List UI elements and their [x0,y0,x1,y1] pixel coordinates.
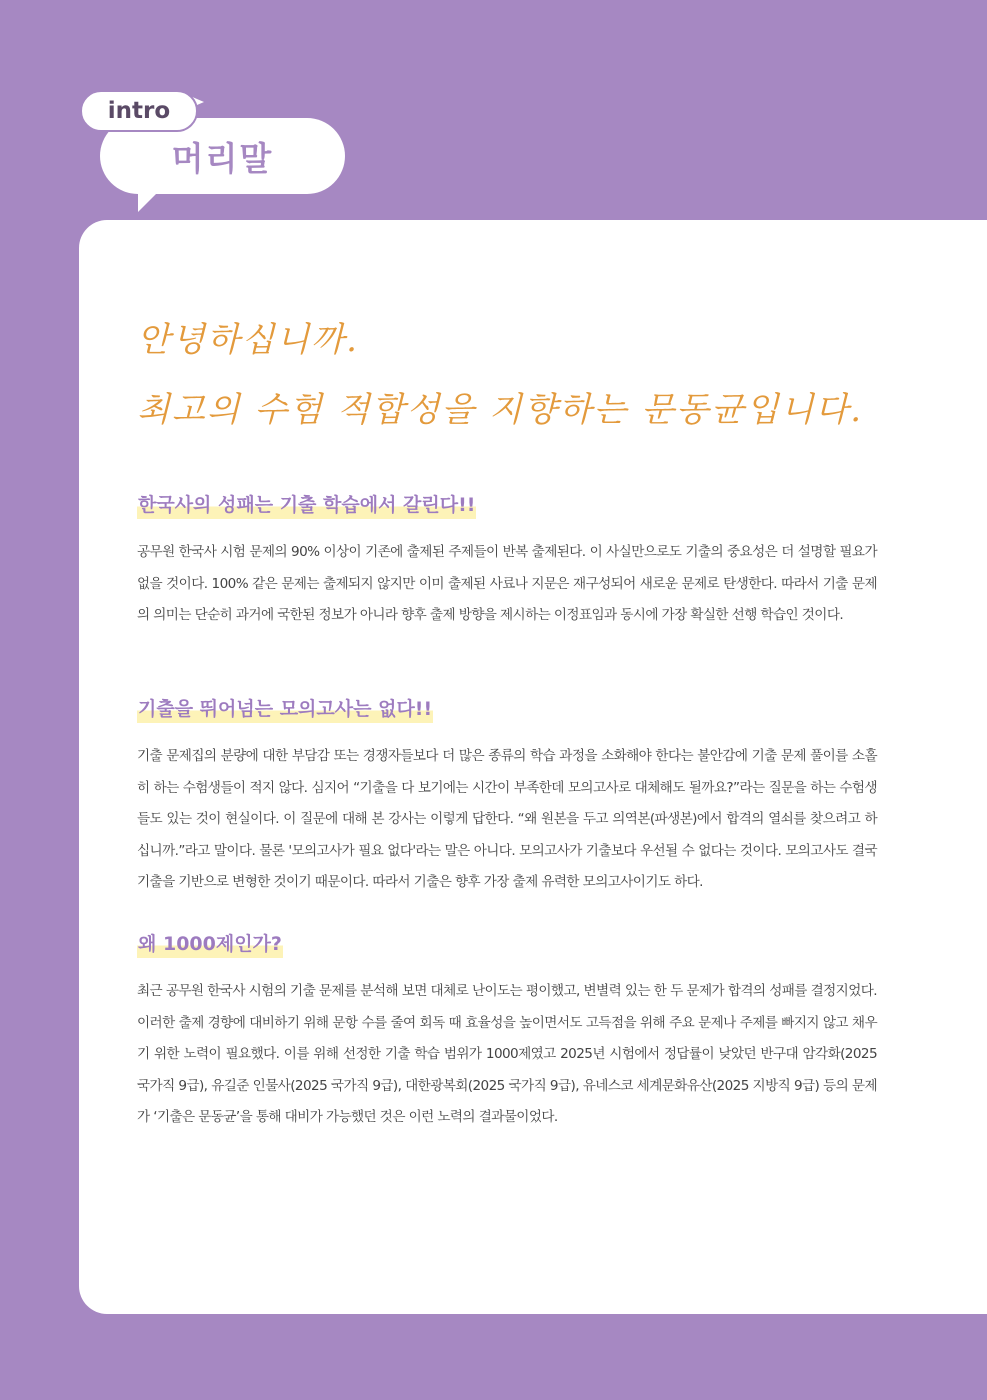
greeting-line-1: 안녕하십니까. [137,320,359,360]
section-2 [137,695,877,899]
section-1 [137,491,877,632]
section-body: 기출 문제집의 분량에 대한 부담감 또는 경쟁자들보다 더 많은 종류의 학습 과정을 소화해야 한다는 불안감에 기출 문제 풀이를 소홀히 하는 수험생들이 적지 않다. 심지어 “기출을 다 보기에는 시간이 부족한데 모의고사로 대체해도 될까요?”라는 질문을 하는 수험생들도 있는 것이 현실이다. 이 질문에 대해 본 강사는 이렇게 답한다. “왜 원본을 두고 의역본(파생본)에서 합격의 열쇠를 찾으려고 하십니까.”라고 말이다. 물론 '모의고사가 필요 없다'라는 말은 아니다. 모의고사가 기출보다 우선될 수 없다는 것이다. 모의고사도 결국 기출을 기반으로 변형한 것이기 때문이다. 따라서 기출은 향후 가장 출제 유력한 모의고사이기도 하다. [137,748,877,890]
intro-badge [80,90,198,132]
intro-badge-label: intro [107,98,171,124]
section-body: 최근 공무원 한국사 시험의 기출 문제를 분석해 보면 대체로 난이도는 평이했고, 변별력 있는 한 두 문제가 합격의 성패를 결정지었다. 이러한 출제 경향에 대비하기 위해 문항 수를 줄여 회독 때 효율성을 높이면서도 고득점을 위해 주요 문제나 주제를 빠지지 않고 채우기 위한 노력이 필요했다. 이를 위해 선정한 기출 학습 범위가 1000제였고 2025년 시험에서 정답률이 낮았던 반구대 암각화(2025 국가직 9급), 유길준 인물사(2025 국가직 9급), 대한광복회(2025 국가직 9급), 유네스코 세계문화유산(2025 지방직 9급) 등의 문제가 ‘기출은 문동균’을 통해 대비가 가능했던 것은 이런 노력의 결과물이었다. [137,983,877,1125]
greeting-line-2: 최고의 수험 적합성을 지향하는 문동균입니다. [137,390,864,430]
section-body: 공무원 한국사 시험 문제의 90% 이상이 기존에 출제된 주제들이 반복 출제된다. 이 사실만으로도 기출의 중요성은 더 설명할 필요가 없을 것이다. 100% 같은 문제는 출제되지 않지만 이미 출제된 사료나 지문은 재구성되어 새로운 문제로 탄생한다. 따라서 기출 문제의 의미는 단순히 과거에 국한된 정보가 아니라 향후 출제 방향을 제시하는 이정표임과 동시에 가장 확실한 선행 학습인 것이다. [137,544,877,623]
section-heading: 기출을 뛰어넘는 모의고사는 없다!! [137,695,433,723]
page-title: 머리말 [171,138,274,178]
section-heading: 왜 1000제인가? [137,930,283,958]
section-heading: 한국사의 성패는 기출 학습에서 갈린다!! [137,491,476,519]
title-bubble-tail [138,190,160,212]
section-3 [137,930,877,1134]
